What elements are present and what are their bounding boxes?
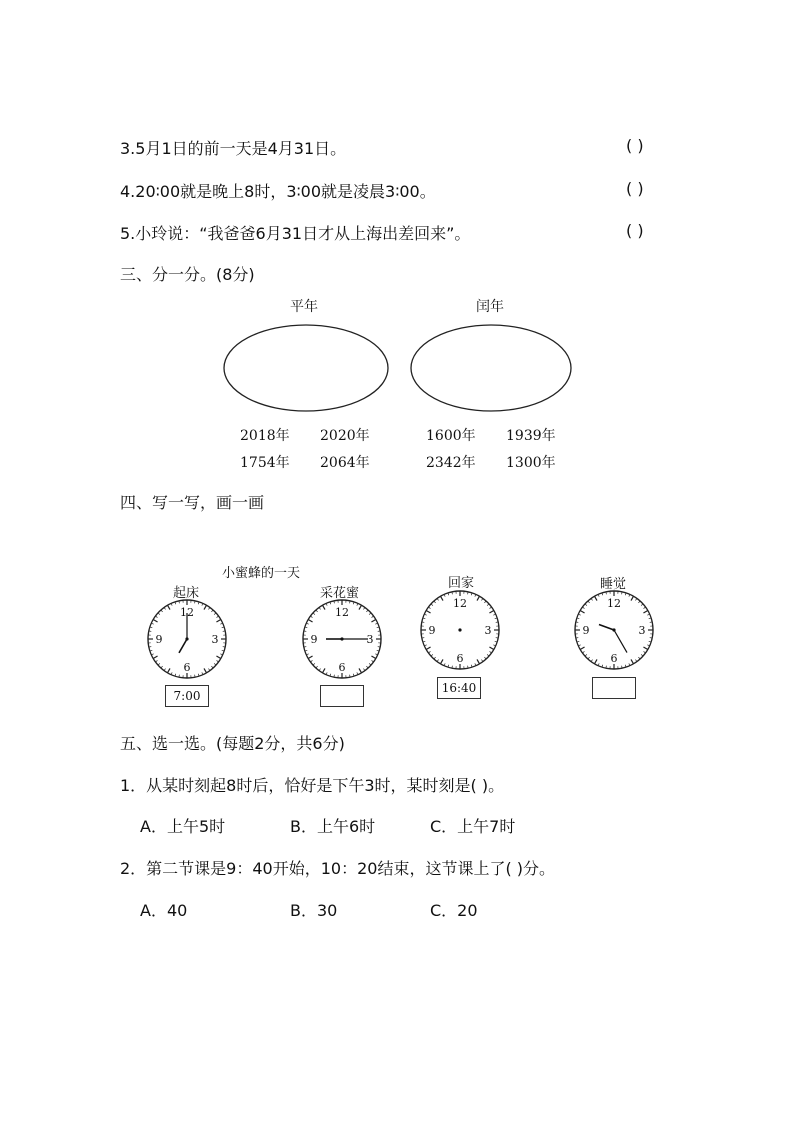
clock-tick (489, 647, 493, 650)
clock-tick (484, 657, 486, 659)
clock-number: 9 (582, 624, 590, 637)
clock-tick (366, 666, 368, 668)
clock-tick (369, 613, 371, 615)
clock-tick (487, 654, 489, 656)
clock-tick (204, 605, 207, 609)
clock-tick (580, 611, 584, 614)
section-5-title: 五、选一选。(每题2分，共6分) (120, 734, 345, 753)
year-chip[interactable]: 1939年 (506, 428, 556, 444)
clock-tick (595, 596, 598, 600)
clock-tick (588, 657, 590, 659)
clock-tick (487, 604, 489, 606)
clock-tick (643, 611, 647, 614)
clock-tick (168, 605, 171, 609)
section-4-title: 四、写一写，画一画 (120, 493, 265, 512)
clock-tick (216, 620, 220, 623)
answer-paren-4[interactable]: ( ) (626, 179, 644, 198)
clock-number: 3 (211, 633, 219, 646)
clock-tick (585, 604, 587, 606)
clock-tick (441, 659, 444, 663)
year-chip[interactable]: 1300年 (506, 455, 556, 471)
clock-tick (153, 620, 157, 623)
hour-hand (599, 625, 614, 630)
clock-label-home: 回家 (448, 576, 475, 591)
judge-item-4: 4.20∶00就是晚上8时，3∶00就是凌晨3∶00。 (120, 182, 436, 201)
clock-label-sleep: 睡觉 (600, 577, 627, 592)
clock-tick (308, 620, 312, 623)
clock-tick (426, 647, 430, 650)
clock-tick (434, 601, 436, 603)
time-box-nectar[interactable] (320, 685, 364, 707)
clock-tick (426, 611, 430, 614)
clock-number: 3 (638, 624, 646, 637)
clock-tick (316, 666, 318, 668)
clock-number: 6 (456, 652, 464, 665)
year-chip[interactable]: 2342年 (426, 455, 476, 471)
time-box-sleep[interactable] (592, 677, 636, 699)
judge-item-5: 5.小玲说：“我爸爸6月31日才从上海出差回来”。 (120, 224, 471, 243)
clock-tick (211, 610, 213, 612)
clock-tick (477, 596, 480, 600)
clock-tick (359, 605, 362, 609)
clock-tick (161, 610, 163, 612)
clock-tick (323, 668, 326, 672)
clock-tick (161, 666, 163, 668)
clock-number: 6 (183, 661, 191, 674)
clock-tick (434, 657, 436, 659)
clock-tick (308, 656, 312, 659)
hour-hand (179, 639, 187, 653)
clock-tick (313, 613, 315, 615)
clock-tick (323, 605, 326, 609)
clock-tick (477, 659, 480, 663)
clock-tick (369, 663, 371, 665)
clock-tick (595, 659, 598, 663)
q1-option-a[interactable]: A．上午5时 (140, 817, 226, 836)
clock-number: 9 (155, 633, 163, 646)
answer-paren-5[interactable]: ( ) (626, 221, 644, 240)
q2-option-a[interactable]: A．40 (140, 901, 188, 920)
clock-tick (214, 663, 216, 665)
clock-group-title: 小蜜蜂的一天 (222, 566, 301, 581)
clock-number: 3 (366, 633, 374, 646)
clock-tick (359, 668, 362, 672)
clock-number: 9 (428, 624, 436, 637)
year-chip[interactable]: 2064年 (320, 455, 370, 471)
clock-tick (638, 601, 640, 603)
clock-tick (371, 656, 375, 659)
question-1: 1．从某时刻起8时后，恰好是下午3时，某时刻是( )。 (120, 776, 505, 795)
clock-tick (316, 610, 318, 612)
clock-number: 6 (610, 652, 618, 665)
clock-tick (366, 610, 368, 612)
clock-tick (643, 647, 647, 650)
clock-tick (431, 604, 433, 606)
question-2: 2．第二节课是9：40开始，10：20结束，这节课上了( )分。 (120, 859, 556, 878)
year-chip[interactable]: 2018年 (240, 428, 290, 444)
clock-label-wake: 起床 (173, 586, 200, 601)
clock-number: 3 (484, 624, 492, 637)
clock-tick (631, 596, 634, 600)
clock-tick (158, 663, 160, 665)
clock-tick (371, 620, 375, 623)
time-box-wake: 7:00 (165, 685, 209, 707)
clock-tick (168, 668, 171, 672)
clock-tick (313, 663, 315, 665)
clock-tick (214, 613, 216, 615)
year-chip[interactable]: 1600年 (426, 428, 476, 444)
clock-number: 6 (338, 661, 346, 674)
minute-hand (614, 630, 627, 653)
q1-option-b[interactable]: B．上午6时 (290, 817, 376, 836)
clock-tick (153, 656, 157, 659)
clock-tick (638, 657, 640, 659)
clock-tick (158, 613, 160, 615)
clock-tick (216, 656, 220, 659)
clock-number: 9 (310, 633, 318, 646)
judge-item-3: 3.5月1日的前一天是4月31日。 (120, 139, 347, 158)
answer-paren-3[interactable]: ( ) (626, 136, 644, 155)
clock-tick (641, 604, 643, 606)
clock-tick (211, 666, 213, 668)
year-chip[interactable]: 1754年 (240, 455, 290, 471)
section-3-title: 三、分一分。(8分) (120, 265, 255, 284)
clock-tick (641, 654, 643, 656)
q1-option-c[interactable]: C．上午7时 (430, 817, 516, 836)
clock-tick (580, 647, 584, 650)
year-chip[interactable]: 2020年 (320, 428, 370, 444)
clock-tick (204, 668, 207, 672)
clock-tick (631, 659, 634, 663)
q2-option-b[interactable]: B．30 (290, 901, 338, 920)
clock-number: 12 (180, 606, 194, 619)
clock-center (458, 628, 461, 631)
clock-label-nectar: 采花蜜 (320, 586, 360, 601)
clock-tick (431, 654, 433, 656)
time-box-home: 16:40 (437, 677, 481, 699)
clock-tick (441, 596, 444, 600)
clock-number: 12 (335, 606, 349, 619)
clock-tick (489, 611, 493, 614)
clock-tick (588, 601, 590, 603)
clock-tick (484, 601, 486, 603)
q2-option-c[interactable]: C．20 (430, 901, 478, 920)
common-year-label: 平年 (290, 299, 318, 315)
leap-year-label: 闰年 (476, 299, 504, 315)
clock-number: 12 (607, 597, 621, 610)
clock-number: 12 (453, 597, 467, 610)
clock-tick (585, 654, 587, 656)
